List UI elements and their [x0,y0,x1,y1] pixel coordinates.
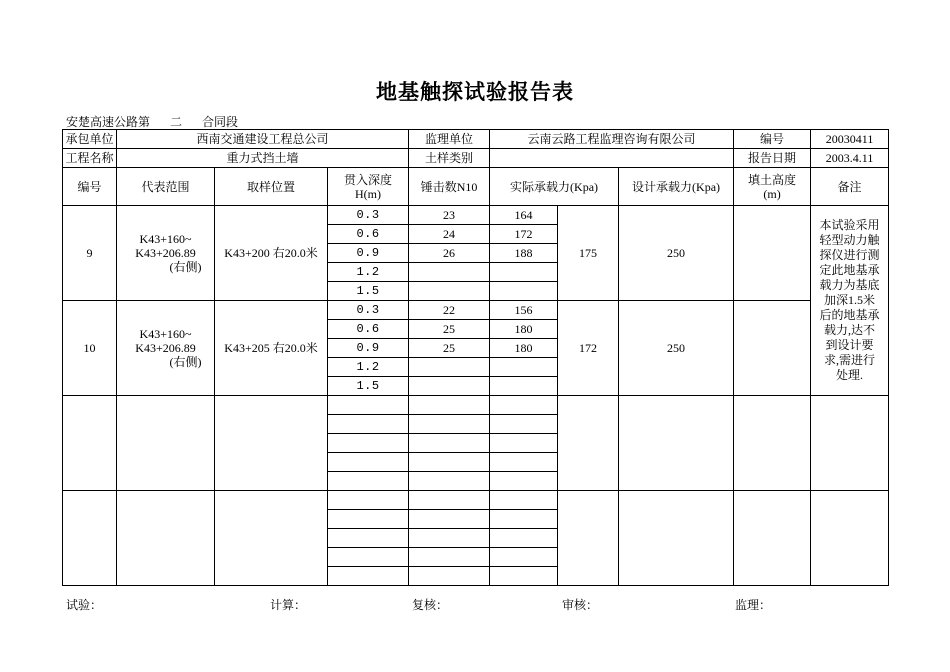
report-date-value: 2003.4.11 [811,149,889,168]
soil-type-value [490,149,734,168]
group-9-design: 250 [619,206,734,301]
blows-cell: 26 [409,244,490,263]
blows-cell: 25 [409,339,490,358]
group-9-location: K43+200 右20.0米 [215,206,328,301]
header-id: 编号 [63,168,117,206]
value-cell: 172 [490,225,558,244]
empty-blows-cell [409,491,490,510]
empty-value-cell [490,396,558,415]
empty-fill-cell [734,491,811,586]
header-design-capacity: 设计承载力(Kpa) [619,168,734,206]
blows-cell: 24 [409,225,490,244]
blows-cell: 25 [409,320,490,339]
group-9-actual: 175 [558,206,619,301]
empty-actual-cell [558,491,619,586]
remark-text: 本试验采用轻型动力触探仪进行测定此地基承载力为基底加深1.5米后的地基承载力,达不到设计要求,需进行处理. [819,218,880,382]
empty-depth-cell [328,472,409,491]
report-number-value: 20030411 [811,130,889,149]
header-fill-line1: 填土高度 [748,172,797,187]
contractor-value: 西南交通建设工程总公司 [117,130,409,149]
header-fill-line2: (m) [763,186,781,201]
signature-footer [0,596,950,612]
empty-value-cell [490,567,558,586]
depth-cell: 0.9 [328,244,409,263]
empty-id-cell [63,491,117,586]
empty-actual-cell [558,396,619,491]
empty-design-cell [619,491,734,586]
report-table [62,129,889,586]
value-cell: 188 [490,244,558,263]
range-line: K43+160~ [139,327,192,341]
depth-cell: 1.5 [328,377,409,396]
footer-audit-label: 审核： [562,598,599,612]
report-number-label: 编号 [734,130,811,149]
empty-depth-cell [328,510,409,529]
blows-cell [409,358,490,377]
empty-value-cell [490,434,558,453]
empty-blows-cell [409,529,490,548]
empty-depth-cell [328,415,409,434]
empty-value-cell [490,548,558,567]
footer-supervise-label: 监理： [735,598,772,612]
footer-review-label: 复核： [412,598,449,612]
empty-fill-cell [734,396,811,491]
empty-remark-cell [811,491,889,586]
group-9-range [117,206,215,301]
header-location: 取样位置 [215,168,328,206]
header-blows: 锤击数N10 [409,168,490,206]
range-line: K43+160~ [139,232,192,246]
contractor-label: 承包单位 [63,130,117,149]
empty-value-cell [490,415,558,434]
empty-blows-cell [409,567,490,586]
value-cell: 180 [490,320,558,339]
section-number: 二 [150,116,202,130]
depth-cell: 1.2 [328,263,409,282]
report-date-label: 报告日期 [734,149,811,168]
value-cell: 156 [490,301,558,320]
empty-depth-cell [328,529,409,548]
footer-calc-label: 计算： [270,598,307,612]
depth-cell: 0.6 [328,225,409,244]
supervisor-label: 监理单位 [409,130,490,149]
depth-cell: 0.6 [328,320,409,339]
project-prefix: 安楚高速公路第 [66,115,151,129]
blows-cell [409,263,490,282]
contract-section-line [66,113,238,130]
empty-blows-cell [409,396,490,415]
empty-depth-cell [328,567,409,586]
empty-depth-cell [328,548,409,567]
empty-value-cell [490,529,558,548]
group-10-actual: 172 [558,301,619,396]
value-cell [490,358,558,377]
value-cell [490,377,558,396]
header-fill-height [734,168,811,206]
empty-remark-cell [811,396,889,491]
footer-test-label: 试验： [66,598,103,612]
depth-cell: 0.3 [328,301,409,320]
range-line: K43+206.89 [135,246,196,260]
group-10-id: 10 [63,301,117,396]
project-name-value: 重力式挡土墙 [117,149,409,168]
empty-value-cell [490,472,558,491]
soil-type-label: 土样类别 [409,149,490,168]
range-line: (右侧) [169,260,202,274]
empty-value-cell [490,510,558,529]
group-9-fill-height [734,206,811,301]
range-line: K43+206.89 [135,341,196,355]
group-9-id: 9 [63,206,117,301]
depth-cell: 0.3 [328,206,409,225]
range-line: (右侧) [169,355,202,369]
empty-depth-cell [328,434,409,453]
empty-value-cell [490,491,558,510]
value-cell: 180 [490,339,558,358]
page-title: 地基触探试验报告表 [376,80,574,104]
empty-value-cell [490,453,558,472]
value-cell: 164 [490,206,558,225]
empty-blows-cell [409,548,490,567]
header-remark: 备注 [811,168,889,206]
header-depth [328,168,409,206]
empty-depth-cell [328,453,409,472]
header-depth-line2: H(m) [355,186,382,201]
header-actual-capacity: 实际承载力(Kpa) [490,168,619,206]
empty-blows-cell [409,415,490,434]
empty-depth-cell [328,396,409,415]
empty-range-cell [117,491,215,586]
group-10-range [117,301,215,396]
value-cell [490,263,558,282]
blows-cell: 23 [409,206,490,225]
empty-id-cell [63,396,117,491]
header-depth-line1: 贯入深度 [344,172,393,187]
blows-cell: 22 [409,301,490,320]
project-suffix: 合同段 [202,115,239,129]
depth-cell: 1.2 [328,358,409,377]
remark-cell [811,206,889,396]
empty-design-cell [619,396,734,491]
empty-blows-cell [409,510,490,529]
empty-blows-cell [409,434,490,453]
empty-blows-cell [409,472,490,491]
header-range: 代表范围 [117,168,215,206]
empty-blows-cell [409,453,490,472]
supervisor-value: 云南云路工程监理咨询有限公司 [490,130,734,149]
depth-cell: 1.5 [328,282,409,301]
value-cell [490,282,558,301]
blows-cell [409,377,490,396]
empty-location-cell [215,396,328,491]
group-10-fill-height [734,301,811,396]
empty-location-cell [215,491,328,586]
empty-range-cell [117,396,215,491]
depth-cell: 0.9 [328,339,409,358]
blows-cell [409,282,490,301]
empty-depth-cell [328,491,409,510]
group-10-location: K43+205 右20.0米 [215,301,328,396]
project-name-label: 工程名称 [63,149,117,168]
group-10-design: 250 [619,301,734,396]
